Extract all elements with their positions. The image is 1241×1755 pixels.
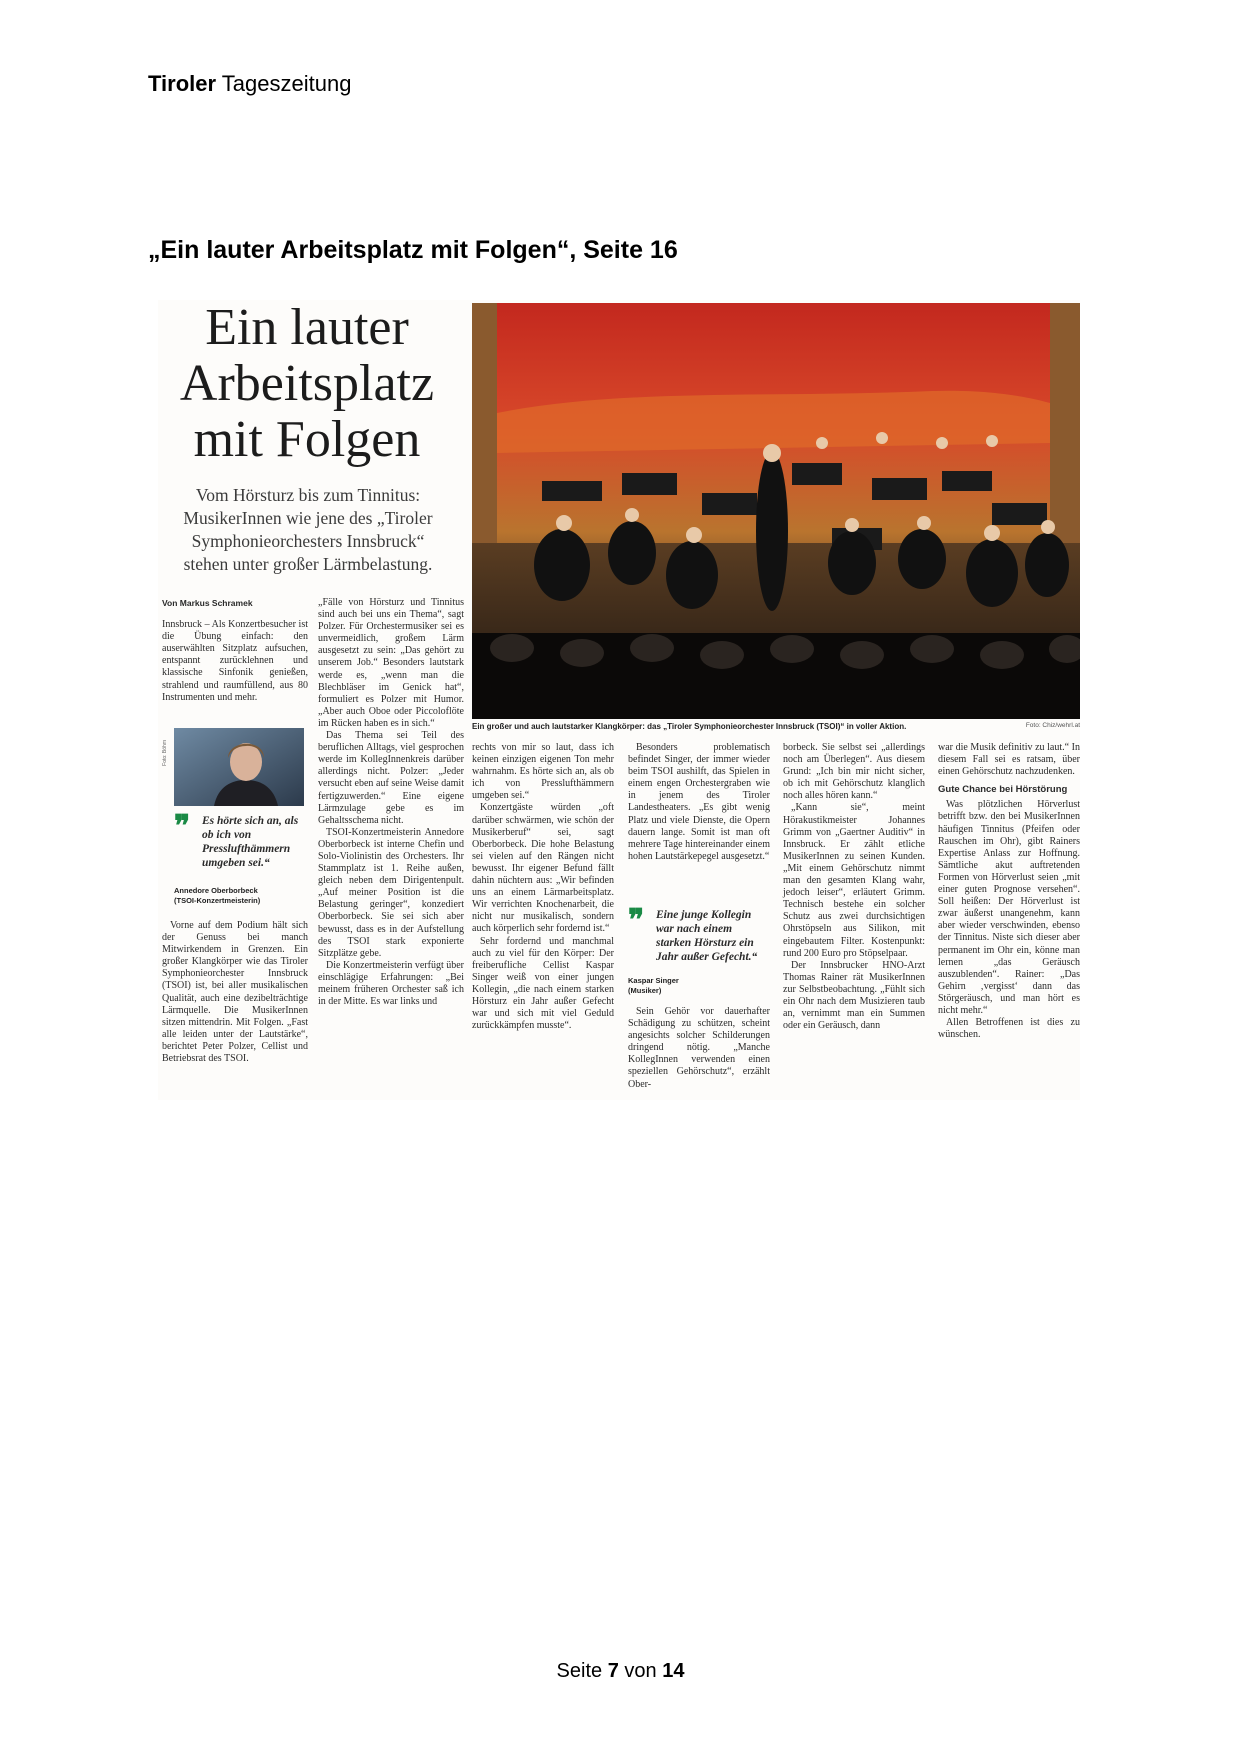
photo-caption <box>472 722 1080 731</box>
article-column-1-continued <box>162 920 308 1065</box>
paragraph: Das Thema sei Teil des beruflichen Alltags, viel gesprochen werde im KollegInnenkreis darüber allerdings nicht. Polzer: „Jeder versucht eben auf seine Weise damit fertigzuwerden.“ Eine eigene Lärmzulage gebe es im Gehaltsschema nicht. <box>318 730 464 826</box>
paragraph: Was plötzlichen Hörverlust betrifft bzw. den bei MusikerInnen häufigen Tinnitus (Pfeifen oder Rauschen im Ohr), gibt Rainers Expertise Anlass zur Hoffnung. Sämtliche akut auftretenden Formen von Hörverlust seien „mit einer guten Prognose versehen“. Soll heißen: Der Hörverlust ist zwar äußerst unangenehm, kann aber wieder verschwinden, ebenso der Tinnitus. Niste sich dieser aber permanent im Ohr ein, könne man lernen „das Geräusch auszublenden“. Rainer: „Das Gehirn ‚vergisst‘ dann das Störgeräusch, und man hört es nicht mehr.“ <box>938 799 1080 1016</box>
article-column-6 <box>938 742 1080 1041</box>
quote-source-role: (Musiker) <box>628 986 662 995</box>
paragraph: Sehr fordernd und manchmal auch zu viel für den Körper: Der freiberufliche Cellist Kaspar Singer weiß von einer jungen Kollegin, „die nach einem starken Hörsturz ein Jahr außer Gefecht war und sich mit viel Geduld zurückkämpfen musste“. <box>472 935 614 1032</box>
newspaper-clipping <box>158 300 1080 1100</box>
pull-quote-1 <box>174 810 308 870</box>
paragraph: Innsbruck – Als Konzertbesucher ist die Übung einfach: den auserwählten Sitzplatz aufsuchen, entspannt zurücklehnen und klassische Sinfonik genießen, strahlend und raumfüllend, aus 80 Instrumenten und mehr. <box>162 619 308 703</box>
paragraph: Konzertgäste würden „oft darüber schwärmen, wie schön der Musikerberuf“ sei, sagt Oberborbeck. Die hohe Belastung sei vielen auf den Rängen nicht bewusst. Ihr eigener Befund fällt dahin nüchtern aus: „Wir befinden uns an einem Lärmarbeitsplatz. Wir verrichten Knochenarbeit, die nicht nur musikalisch, sondern auch körperlich sehr fordernd ist.“ <box>472 802 614 935</box>
paragraph: war die Musik definitiv zu laut.“ In diesem Fall sei es ratsam, über einen Gehörschutz nachzudenken. <box>938 742 1080 778</box>
paragraph: TSOI-Konzertmeisterin Annedore Oberborbeck ist interne Chefin und Solo-Violinistin des Orchesters. Ihr Stammplatz ist 1. Reihe außen, gleich neben dem Dirigentenpult. „Auf meiner Position ist die Belastung geringer“, konzediert Oberborbeck. Sie sei sich aber bewusst, dass es in der Aufstellung des TSOI stark exponierte Sitzplätze gebe. <box>318 826 464 959</box>
quote-mark-icon: ❞ <box>174 810 191 843</box>
lead-line: Vom Hörsturz bis zum Tinnitus: <box>195 485 421 505</box>
page-prefix: Seite <box>556 1660 603 1682</box>
photo-credit: Foto: Chiz/wehrl.at <box>1025 722 1080 729</box>
photo-caption-text: Ein großer und auch lautstarker Klangkörper: das „Tiroler Symphonieorchester Innsbruck (TSOI)“ in voller Aktion. <box>472 722 907 731</box>
title-line: Arbeitsplatz <box>179 355 435 412</box>
lead-line: stehen unter großer Lärmbelastung. <box>183 554 433 574</box>
article-headline: „Ein lauter Arbeitsplatz mit Folgen“, Seite 16 <box>148 236 678 264</box>
current-page: 7 <box>607 1660 619 1682</box>
orchestra-photo <box>472 303 1080 719</box>
total-pages: 14 <box>662 1660 685 1682</box>
pull-quote-2-source <box>628 976 770 996</box>
portrait-credit: Foto: Böhm <box>162 740 168 766</box>
paragraph: Allen Betroffenen ist dies zu wünschen. <box>938 1017 1080 1041</box>
paragraph: borbeck. Sie selbst sei „allerdings noch am Überlegen“. Aus diesem Grund: „Ich bin mir nicht sicher, ob ich mit Gehörschutz klanglich noch alles hören kann.“ <box>783 742 925 802</box>
portrait-photo <box>174 728 304 806</box>
quote-mark-icon: ❞ <box>628 904 645 937</box>
paragraph: „Fälle von Hörsturz und Tinnitus sind auch bei uns ein Thema“, sagt Polzer. Für Orchestermusiker sei es unvermeidlich, großem Lärm ausgesetzt zu sein: „Das gehört zu unserem Job.“ Besonders lautstark werde es, „wenn man die Blechbläser im Genick hat“, formuliert es Polzer mit Humor. „Aber auch Oboe oder Piccoloflöte im Rücken haben es in sich.“ <box>318 597 464 729</box>
paragraph: Der Innsbrucker HNO-Arzt Thomas Rainer rät MusikerInnen zur Selbstbeobachtung. „Fühlt sich ein Ohr nach dem Musizieren taub an, vernimmt man ein Summen oder ein Geräusch, dann <box>783 959 925 1032</box>
paragraph: Die Konzertmeisterin verfügt über einschlägige Erfahrungen: „Bei meinem früheren Orchester saß ich in der Mitte. Es war links und <box>318 959 465 1008</box>
article-column-5 <box>783 742 925 1032</box>
quote-source-role: (TSOI-Konzertmeisterin) <box>174 896 261 905</box>
article-column-4-continued <box>628 1006 770 1091</box>
pull-quote-text: Eine junge Kollegin war nach einem starken Hörsturz ein Jahr außer Gefecht.“ <box>656 909 758 963</box>
article-column-4 <box>628 742 770 863</box>
lead-line: MusikerInnen wie jene des „Tiroler <box>183 508 433 528</box>
pull-quote-text: Es hörte sich an, als ob ich von Presslufthämmern umgeben sei.“ <box>202 815 299 869</box>
lead-line: Symphonieorchesters Innsbruck“ <box>191 531 425 551</box>
publication-name-rest: Tageszeitung <box>221 71 352 96</box>
quote-source-name: Annedore Oberborbeck <box>174 886 258 895</box>
publication-name-bold: Tiroler <box>148 71 217 96</box>
subheading: Gute Chance bei Hörstörung <box>938 784 1068 796</box>
article-title <box>162 300 452 468</box>
quote-source-name: Kaspar Singer <box>628 976 679 985</box>
paragraph: Sein Gehör vor dauerhafter Schädigung zu schützen, scheint angesichts solcher Schilderungen dringend nötig. „Manche KollegInnen verwenden einen speziellen Gehörschutz“, erzählt Ober- <box>628 1006 770 1090</box>
article-column-3 <box>472 742 614 1032</box>
page-separator: von <box>624 1660 657 1682</box>
pull-quote-2 <box>628 904 770 964</box>
paragraph: rechts von mir so laut, dass ich keinen einzigen eigenen Ton mehr wahrnahm. Es hörte sich an, als ob ich von Presslufthämmern umgeben sei.“ <box>472 742 614 802</box>
title-line: mit Folgen <box>193 411 421 468</box>
paragraph: Besonders problematisch befindet Singer, der immer wieder beim TSOI aushilft, das Spielen in einem engen Orchestergraben wie in jenem des Tiroler Landestheaters. „Es gibt wenig Platz und viele Dienste, die Opern dauern lange. Somit ist man oft mehrere Tage hintereinander einem hohen Lautstärkepegel ausgesetzt.“ <box>628 742 770 862</box>
publication-name <box>148 71 351 97</box>
byline: Von Markus Schramek <box>162 598 253 608</box>
paragraph: „Kann sie“, meint Hörakustikmeister Johannes Grimm von „Gaertner Auditiv“ in Innsbruck. Er zählt etliche MusikerInnen zu seinen Kunden. „Mit einem Gehörschutz nimmt man den gesamten Klang wahr, jedoch leiser“, erläutert Grimm. Technisch bestehe ein solcher Schutz aus zwei durchsichtigen Ohrstöpseln aus Silikon, mit eingebautem Filter. Kostenpunkt: rund 200 Euro pro Stöpselpaar. <box>783 802 925 959</box>
page-number <box>0 1660 1241 1683</box>
article-column-2 <box>318 597 464 1008</box>
paragraph: Vorne auf dem Podium hält sich der Genuss bei manch Mitwirkendem in Grenzen. Ein großer Klangkörper wie das Tiroler Symphonieorchester Innsbruck (TSOI) ist, bei aller musikalischen Qualität, auch eine dezibelträchtige Lärmquelle. Die MusikerInnen sitzen mittendrin. Mit Folgen. „Fast alle leiden unter der Lautstärke“, berichtet Peter Polzer, Cellist und Betriebsrat des TSOI. <box>162 920 308 1065</box>
pull-quote-1-source <box>174 886 308 906</box>
title-line: Ein lauter <box>205 299 409 356</box>
article-lead <box>158 484 458 576</box>
article-column-1 <box>162 597 308 704</box>
